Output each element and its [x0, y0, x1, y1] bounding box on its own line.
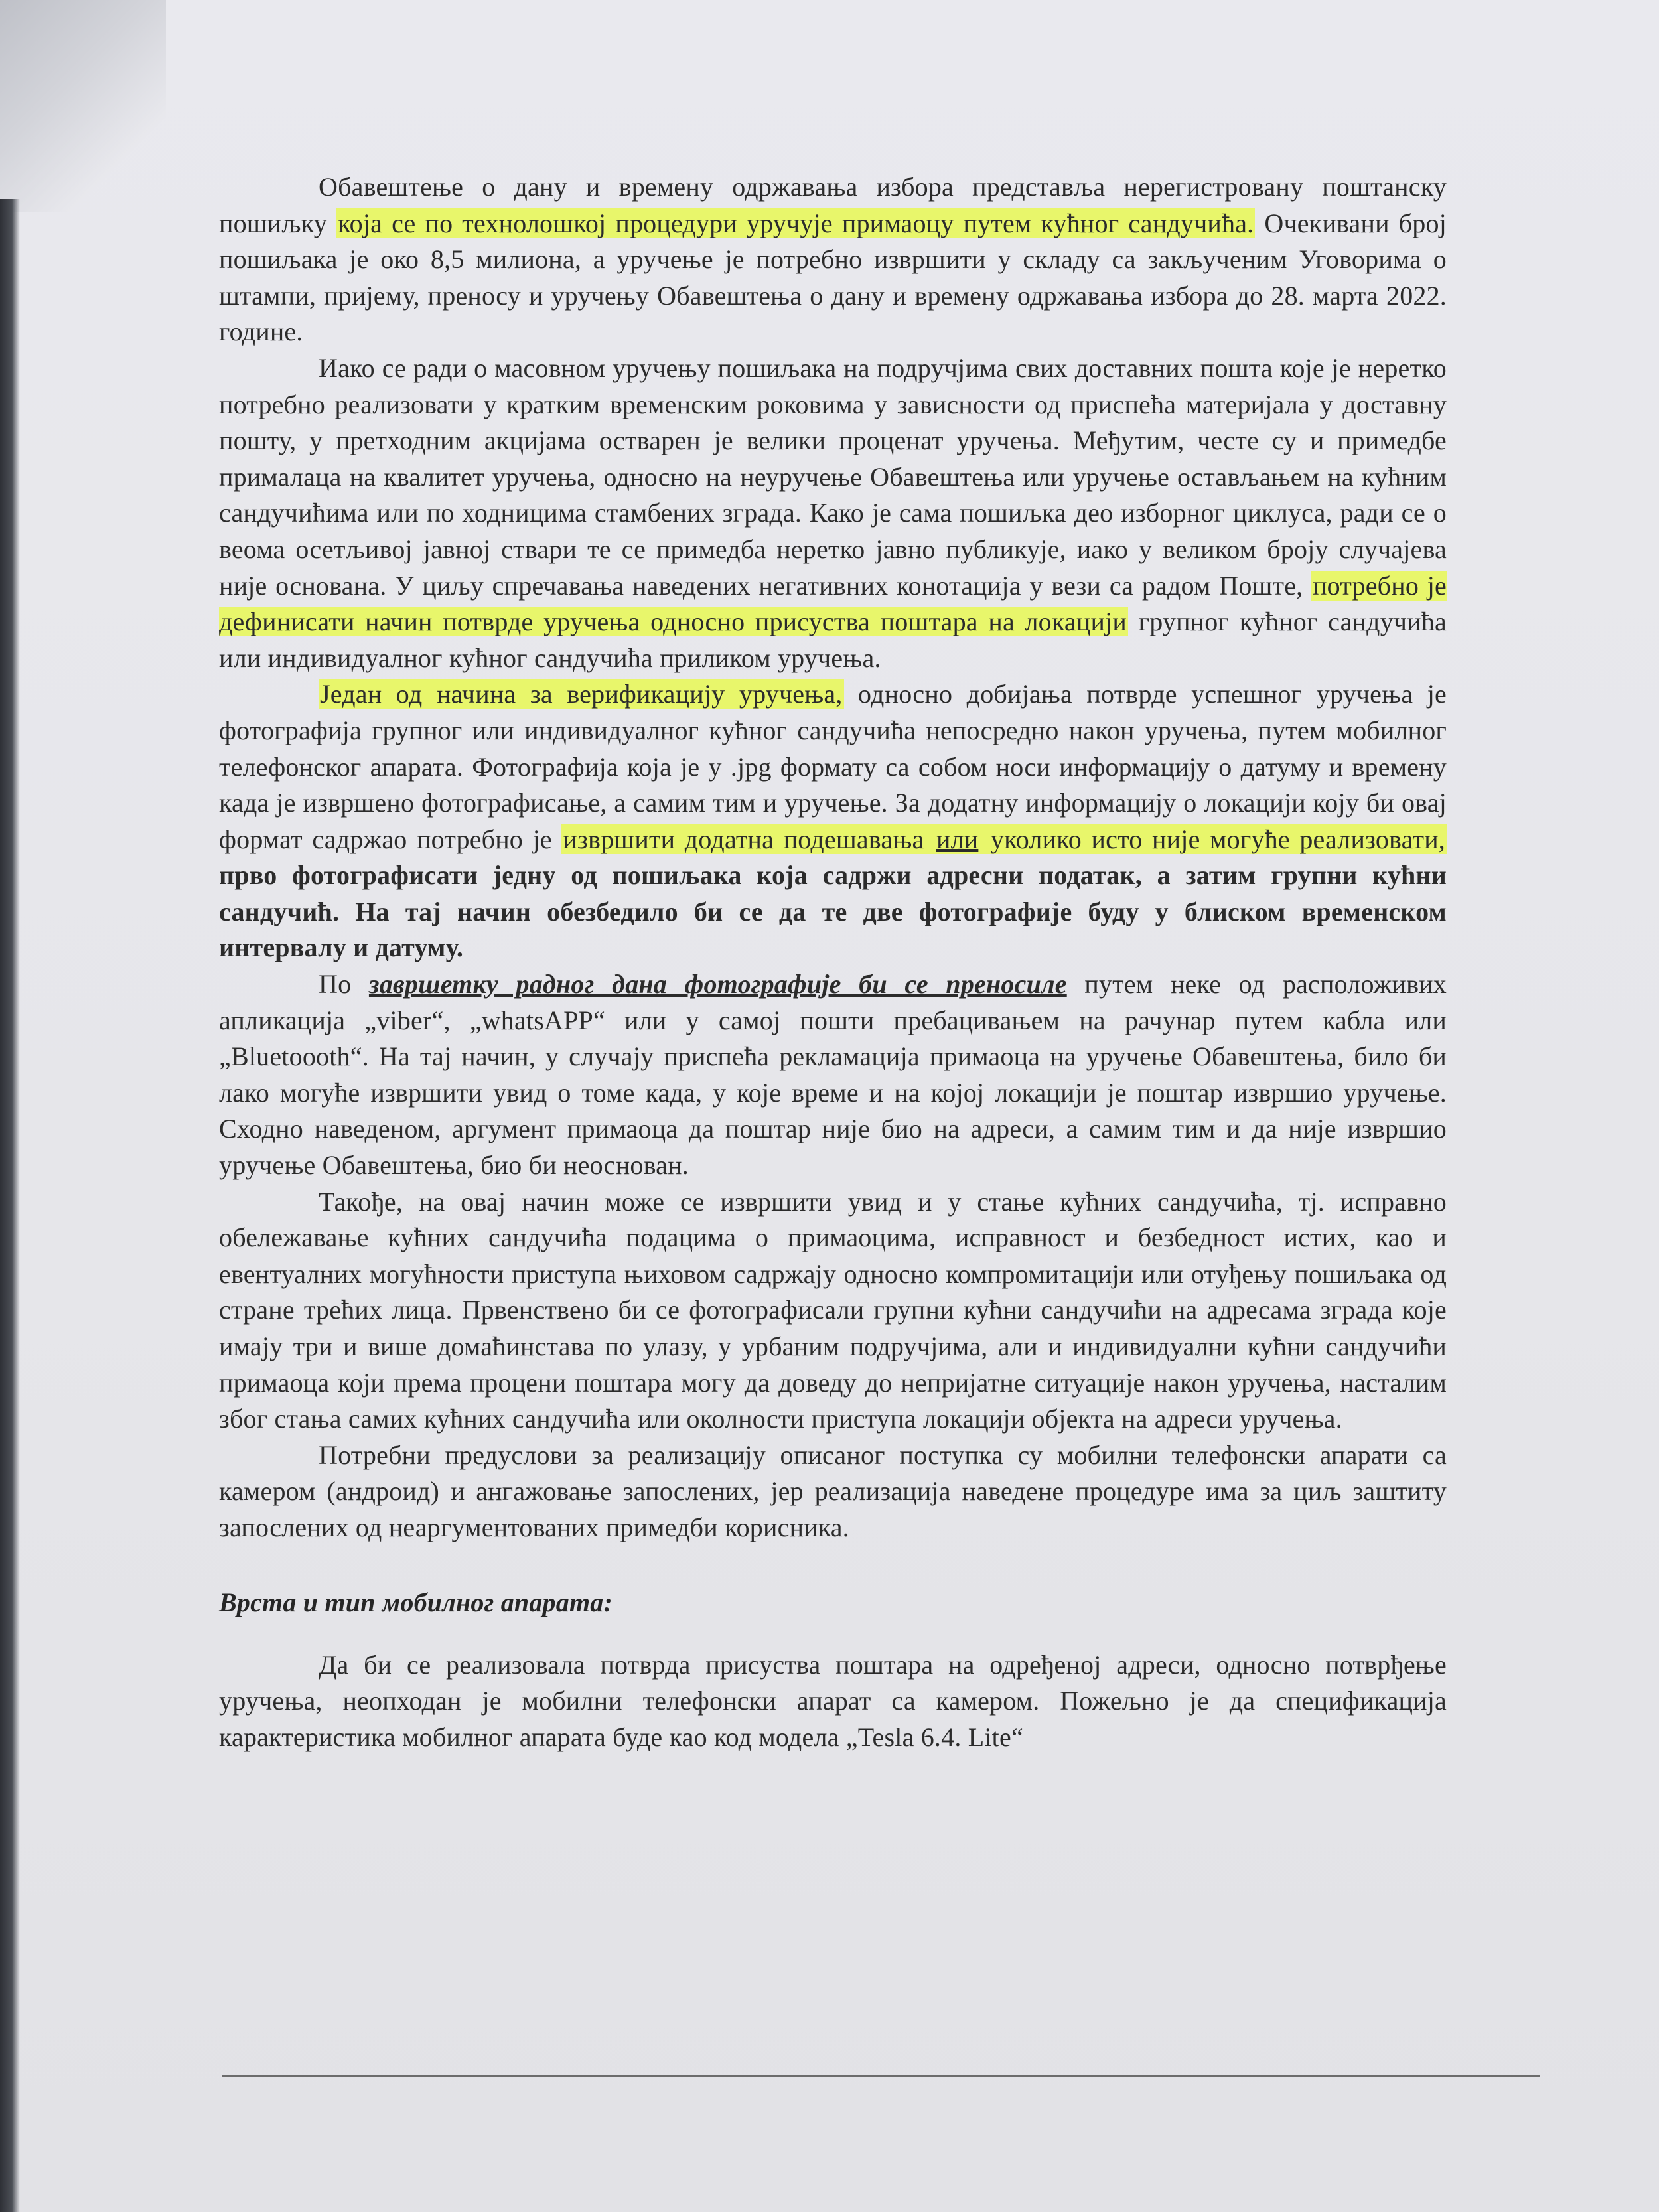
paragraph-2-text-c: групног кућног сандучића или индивидуалног кућног сандучића приликом уручења.	[219, 607, 1447, 673]
paragraph-3-highlight-e: уколико исто није могуће реализовати,	[981, 824, 1446, 854]
paragraph-3-text-b: односно добијања потврде успешног уручења је фотографија групног или индивидуалног кућног сандучића непосредно након уручења, путем мобилног телефонског апарата. Фотографија која је у .jpg формату са собом носи информацију о датуму и времену када је извршено фотографисање, а самим тим и уручење. За додатну информацију о локацији коју би овај формат садржао потребно је	[219, 679, 1447, 854]
paragraph-1	[219, 169, 1447, 350]
paragraph-1-highlight: која се по технолошкој процедури уручује примаоцу путем кућног сандучића.	[337, 208, 1254, 238]
section-heading: Врста и тип мобилног апарата:	[219, 1587, 613, 1617]
paragraph-2	[219, 350, 1447, 676]
paragraph-2-text-a: Иако се ради о масовном уручењу пошиљака на подручјима свих доставних пошта које је неретко потребно реализовати у кратким временским роковима у зависности од приспећа материјала у доставну пошту, у претходним акцијама остварен је велики проценат уручења. Међутим, честе су и примедбе прималаца на квалитет уручења, односно на неуручење Обавештења или уручење остављањем на кућним сандучићима или по ходницима стамбених зграда. Како је сама пошиљка део изборног циклуса, ради се о веома осетљивој јавној ствари те се примедба неретко јавно публикује, иако у великом броју случајева није основана. У циљу спречавања наведених негативних конотација у вези са радом Поште,	[219, 352, 1447, 601]
paragraph-4-text-a: По	[319, 969, 369, 999]
paragraph-3-text-f: прво фотографисати једну од пошиљака која садржи адресни податак, а затим групни кућни сандучић. На тај начин обезбедило би се да те две фотографије буду у блиском временском интервалу и датуму.	[219, 860, 1447, 963]
paragraph-4	[219, 966, 1447, 1184]
paragraph-5: Такође, на овај начин може се извршити увид и у стање кућних сандучића, тј. исправно обележавање кућних сандучића подацима о примаоцима, исправност и безбедност истих, као и евентуалних могућности приступа њиховом садржају односно компромитацији или отуђењу пошиљака од стране трећих лица. Првенствено би се фотографисали групни кућни сандучићи на адресама зграда које имају три и више домаћинстава по улазу, у урбаним подручјима, али и индивидуални кућни сандучићи примаоца који према процени поштара могу да доведу до непријатне ситуације након уручења, насталим због стања самих кућних сандучића или околности приступа локацији објекта на адреси уручења.	[219, 1186, 1447, 1434]
paragraph-3	[219, 676, 1447, 966]
paragraph-1-text-c: Очекивани број пошиљака је око 8,5 милиона, а уручење је потребно извршити у складу са закљученим Уговорима о штампи, пријему, преносу и уручењу Обавештења о дану и времену одржавања избора до 28. марта 2022. године.	[219, 208, 1447, 347]
document-page	[219, 169, 1447, 2094]
paragraph-3-highlight-c: извршити додатна подешавања	[563, 824, 934, 854]
paragraph-1-text-a: Обавештење о дану и времену одржавања избора представља нерегистровану поштанску пошиљку	[219, 172, 1447, 238]
paragraph-3-underlined-word: или	[936, 824, 979, 854]
paragraph-7: Да би се реализовала потврда присуства поштара на одређеној адреси, односно потврђење уручења, неопходан је мобилни телефонски апарат са камером. Пожељно је да спецификација карактеристика мобилног апарата буде као код модела „Tesla 6.4. Lite“	[219, 1649, 1447, 1752]
paragraph-4-text-c: путем неке од расположивих апликација „viber“, „whatsAPP“ или у самој пошти пребацивањем на рачунар путем кабла или „Bluetoooth“. На тај начин, у случају приспећа рекламација примаоца на уручење Обавештења, било би лако могуће извршити увид о томе када, у које време и на којој локацији је поштар извршио уручење. Сходно наведеном, аргумент примаоца да поштар није био на адреси, а самим тим и да није извршио уручење Обавештења, био би неоснован.	[219, 969, 1447, 1181]
paragraph-6: Потребни предуслови за реализацију описаног поступка су мобилни телефонски апарати са камером (андроид) и ангажовање запослених, јер реализација наведене процедуре има за циљ заштиту запослених од неаргументованих примедби корисника.	[219, 1439, 1447, 1542]
scan-dark-edge	[0, 199, 20, 2212]
paragraph-3-highlight-a: Један од начина за верификацију уручења,	[320, 679, 843, 709]
footer-rule	[222, 2075, 1540, 2077]
scan-corner-shadow	[0, 0, 166, 212]
paragraph-2-highlight: потребно је дефинисати начин потврде уручења односно присуства поштара на локацији	[219, 570, 1447, 637]
paragraph-4-emphasis: завршетку радног дана фотографије би се преносиле	[368, 969, 1067, 999]
